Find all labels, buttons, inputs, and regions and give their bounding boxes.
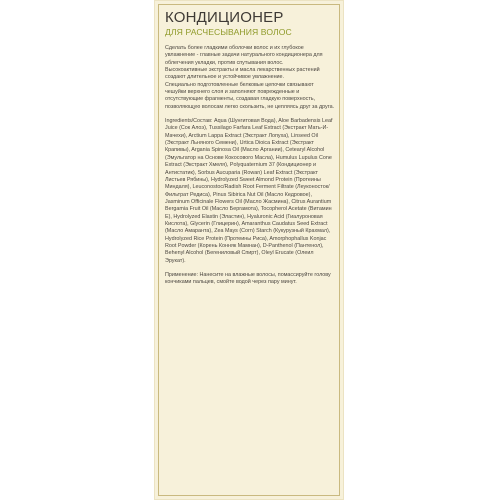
ingredients-list: Ingredients/Состав: Aqua (Шунгитовая Вода), Aloe Barbadensis Leaf Juice (Сок Алоэ), Tussilago Farfara Leaf Extract (Экстракт Мать-И-Мачехи), Arctium Lappa Extract (Экстракт Лопуха), Linseed Oil (Экстракт Льняного Семени), Urtica Dioica Extract (Экстракт Крапивы), Argania Spinosa Oil (Масло Аргании), Cetearyl Alcohol (Эмульгатор на Основе Кокосового Масла), Humulus Lupulus Cone Extract (Экстракт Хмеля), Polyquaternium 37 (Кондиционер и Антистатик), Sorbus Aucuparia (Rowan) Leaf Extract (Экстракт Листьев Рябины), Hydrolyzed Sweet Almond Protein (Протеины Миндаля), Leuconostoc/Radish Root Ferment Filtrate (Леуконосток/Фильтрат Редиса), Pinus Sibirica Nut Oil (Масло Кедровое), Jasminum Officinale Flowers Oil (Масло Жасмина), Citrus Aurantium Bergamia Fruit Oil (Масло Бергамота), Tocopherol Acetate (Витамин E), Hydrolyzed Elastin (Эластин), Hyaluronic Acid (Гиалуроновая Кислота), Glycerin (Глицерин), Amaranthus Caudatus Seed Extract (Масло Амаранта), Zea Mays (Corn) Starch (Кукурузный Крахмал), Hydrolyzed Rice Protein (Протеины Риса), Amorphophallus Konjac Root Powder (Корень Конняк Мамнан), D-Panthenol (Пантенол), Behenyl Alcohol (Бегениловый Спирт), Oleyl Erucate (Олеил Эрукат). bbox=[165, 118, 333, 264]
product-description: Сделать более гладкими оболочки волос и их глубокое увлажнение - главные задачи натурального кондиционера для облегчения укладки, против спутывания волос. Высокоактивные экстракты и масла лекарственных растений создают длительное и устойчивое увлажнение. Специально подготовленные белковые цепочки связывают чешуйки верхнего слоя и заполняют поврежденные и отсутствующие фрагменты, создавая гладкую поверхность, позволяющую волосам легко скользить, не цепляясь друг за друга. bbox=[165, 45, 335, 110]
product-title: КОНДИЦИОНЕР bbox=[165, 9, 284, 26]
section-gap bbox=[165, 111, 335, 118]
label-content bbox=[165, 9, 335, 287]
product-subtitle: ДЛЯ РАСЧЕСЫВАНИЯ ВОЛОС bbox=[165, 27, 292, 37]
usage-instructions: Применение: Нанесите на влажные волосы, помассируйте голову кончиками пальцев, смойте водой через пару минут. bbox=[165, 271, 331, 286]
product-label-panel bbox=[154, 0, 344, 500]
section-gap bbox=[165, 265, 335, 272]
